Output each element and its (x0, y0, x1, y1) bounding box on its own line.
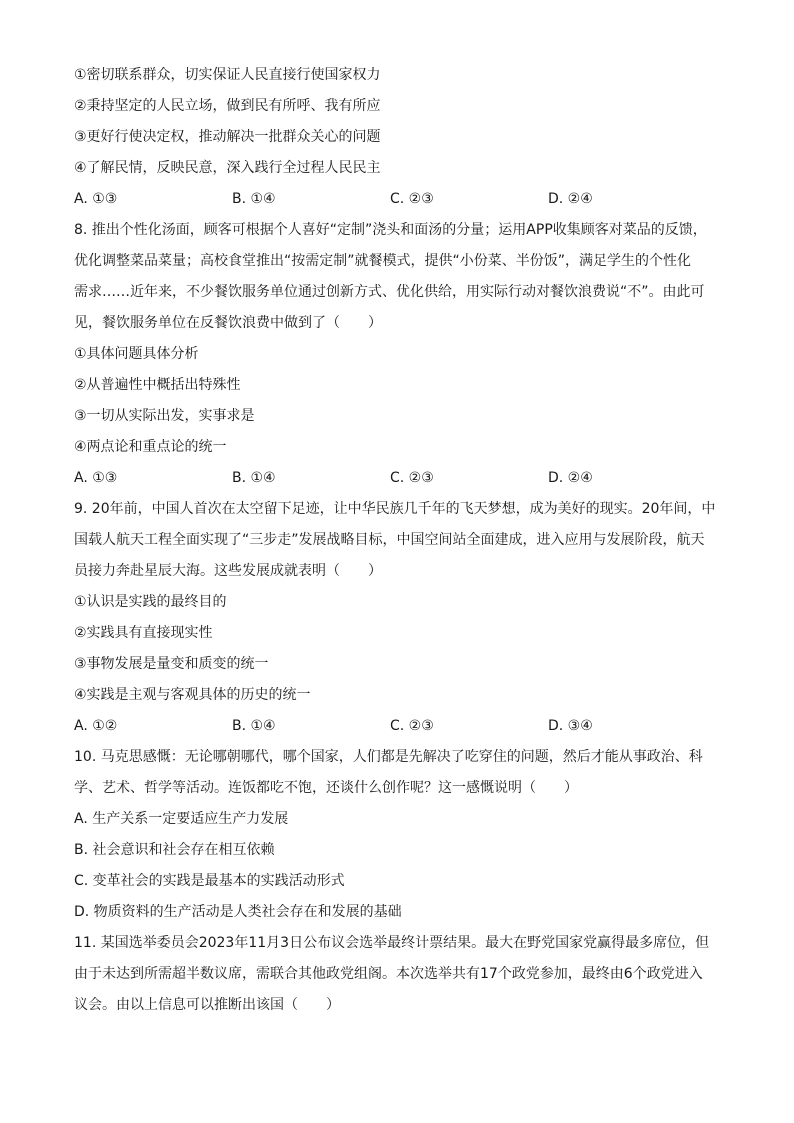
q9-item-4: ④实践是主观与客观具体的历史的统一 (74, 687, 311, 703)
q9-stem-line-1: 9. 20年前，中国人首次在太空留下足迹，让中华民族几千年的飞天梦想，成为美好的现实。20年间，中 (74, 501, 716, 517)
q7-item-4: ④了解民情，反映民意，深入践行全过程人民民主 (74, 160, 381, 176)
q8-option-b: B. ①④ (232, 470, 276, 486)
q7-option-c: C. ②③ (390, 191, 434, 207)
q8-option-a: A. ①③ (74, 470, 118, 486)
q8-stem-line-1: 8. 推出个性化汤面，顾客可根据个人喜好“定制”浇头和面汤的分量；运用APP收集顾客对菜品的反馈， (74, 222, 707, 238)
q8-stem-line-2: 优化调整菜品菜量；高校食堂推出“按需定制”就餐模式，提供“小份菜、半份饭”，满足学生的个性化 (74, 253, 692, 269)
q7-item-1: ①密切联系群众，切实保证人民直接行使国家权力 (74, 67, 381, 83)
question-11 (74, 928, 710, 1021)
q9-option-d: D. ③④ (548, 718, 593, 734)
question-10 (74, 742, 706, 928)
q8-stem-line-4: 见，餐饮服务单位在反餐饮浪费中做到了（ ） (74, 315, 382, 331)
q9-stem-line-3: 员接力奔赴星辰大海。这些发展成就表明（ ） (74, 563, 382, 579)
q9-option-b: B. ①④ (232, 718, 276, 734)
q10-stem-line-1: 10. 马克思感慨：无论哪朝哪代，哪个国家，人们都是先解决了吃穿住的问题，然后才能从事政治、科 (74, 749, 703, 765)
q10-stem-line-2: 学、艺术、哲学等活动。连饭都吃不饱，还谈什么创作呢？这一感慨说明（ ） (74, 780, 578, 796)
q7-item-2: ②秉持坚定的人民立场，做到民有所呼、我有所应 (74, 98, 381, 114)
q9-item-1: ①认识是实践的最终目的 (74, 594, 227, 610)
q7-option-a: A. ①③ (74, 191, 118, 207)
q9-stem-line-2: 国载人航天工程全面实现了“三步走”发展战略目标，中国空间站全面建成，进入应用与发展阶段，航天 (74, 532, 705, 548)
q9-option-c: C. ②③ (390, 718, 434, 734)
q10-choice-d: D. 物质资料的生产活动是人类社会存在和发展的基础 (74, 904, 402, 920)
q8-item-1: ①具体问题具体分析 (74, 346, 199, 362)
q11-stem (74, 928, 710, 1021)
q8-stem (74, 215, 706, 339)
q9-item-3: ③事物发展是量变和质变的统一 (74, 656, 269, 672)
q7-item-3: ③更好行使决定权，推动解决一批群众关心的问题 (74, 129, 381, 145)
question-7 (74, 60, 706, 215)
q11-stem-line-1: 11. 某国选举委员会2023年11月3日公布议会选举最终计票结果。最大在野党国家党赢得最多席位，但 (74, 935, 710, 951)
q9-options (74, 711, 706, 742)
q10-choice-c: C. 变革社会的实践是最基本的实践活动形式 (74, 873, 345, 889)
q8-item-4: ④两点论和重点论的统一 (74, 439, 227, 455)
q11-stem-line-2: 由于未达到所需超半数议席，需联合其他政党组阁。本次选举共有17个政党参加，最终由6个政党进入 (74, 966, 703, 982)
q9-option-a: A. ①② (74, 718, 118, 734)
q7-option-b: B. ①④ (232, 191, 276, 207)
q7-options (74, 184, 706, 215)
q8-options (74, 463, 706, 494)
question-8 (74, 215, 706, 494)
q8-option-c: C. ②③ (390, 470, 434, 486)
q9-item-2: ②实践具有直接现实性 (74, 625, 213, 641)
q10-choice-a: A. 生产关系一定要适应生产力发展 (74, 811, 289, 827)
q9-stem (74, 494, 716, 587)
q10-choice-b: B. 社会意识和社会存在相互依赖 (74, 842, 275, 858)
q8-item-2: ②从普遍性中概括出特殊性 (74, 377, 241, 393)
q8-stem-line-3: 需求……近年来，不少餐饮服务单位通过创新方式、优化供给，用实际行动对餐饮浪费说“不”。由此可 (74, 284, 705, 300)
question-9 (74, 494, 716, 742)
q8-item-3: ③一切从实际出发，实事求是 (74, 408, 255, 424)
q8-option-d: D. ②④ (548, 470, 593, 486)
q10-stem (74, 742, 706, 804)
q11-stem-line-3: 议会。由以上信息可以推断出该国（ ） (74, 997, 340, 1013)
q7-option-d: D. ②④ (548, 191, 593, 207)
